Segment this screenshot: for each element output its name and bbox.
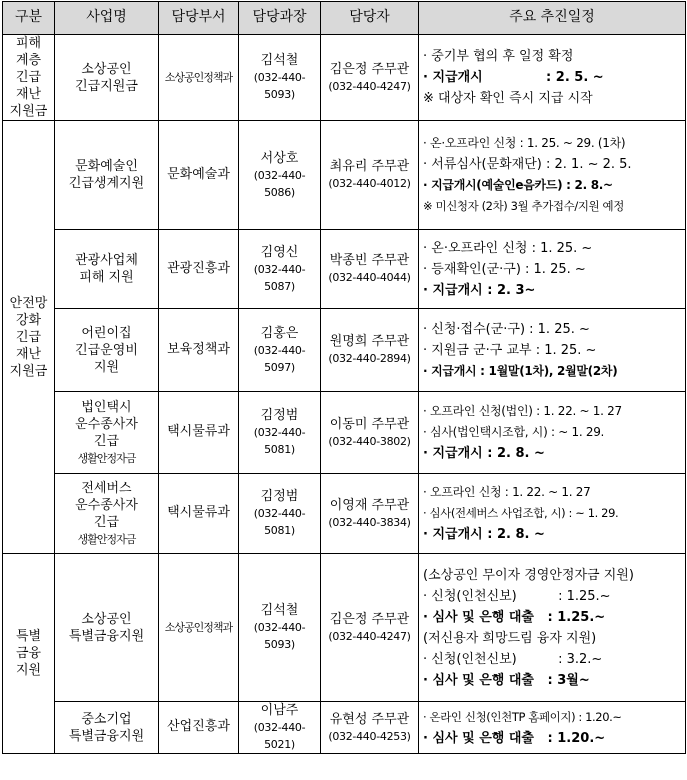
header-staff: 담당자 [321, 2, 419, 35]
schedule-line: ※ 미신청자 (2차) 3월 추가접수/지원 예정 [423, 199, 624, 213]
department-cell: 관광진흥과 [159, 230, 239, 309]
schedule-line: · 심사 및 은행 대출 : 3월~ [423, 672, 590, 688]
schedule-line: · 심사 및 은행 대출 : 1.25.~ [423, 609, 606, 625]
manager-cell: 김석철 (032-440-5093) [239, 35, 321, 121]
table-row [3, 230, 686, 309]
schedule-cell [419, 121, 686, 230]
schedule-cell [419, 309, 686, 392]
department-cell: 택시물류과 [159, 474, 239, 554]
schedule-line: · 신청(인천신보) : 3.2.~ [423, 651, 603, 667]
schedule-line: · 지급개시 : 2. 8. ~ [423, 446, 545, 461]
schedule-line: · 지급개시 : 2. 5. ~ [423, 70, 604, 85]
staff-cell: 김은정 주무관 (032-440-4247) [321, 35, 419, 121]
header-program: 사업명 [55, 2, 159, 35]
table-row [3, 702, 686, 754]
staff-cell: 김은정 주무관 (032-440-4247) [321, 554, 419, 702]
schedule-line: · 온라인 신청(인천TP 홈페이지) : 1.20.~ [423, 709, 622, 724]
schedule-line: · 오프라인 신청 : 1. 22. ~ 1. 27 [423, 485, 591, 499]
schedule-line: · 지급개시(예술인e음카드) : 2. 8.~ [423, 178, 613, 192]
header-department: 담당부서 [159, 2, 239, 35]
schedule-line: · 신청·접수(군·구) : 1. 25. ~ [423, 321, 590, 337]
table-row [3, 474, 686, 554]
staff-cell: 원명희 주무관 (032-440-2894) [321, 309, 419, 392]
category-cell: 안전망 강화 긴급 재난 지원금 [3, 121, 55, 554]
staff-cell: 이영재 주무관 (032-440-3834) [321, 474, 419, 554]
manager-cell: 이남주 (032-440-5021) [239, 702, 321, 754]
department-cell: 소상공인정책과 [159, 35, 239, 121]
department-cell: 보육정책과 [159, 309, 239, 392]
schedule-cell [419, 230, 686, 309]
program-cell: 전세버스 운수종사자 긴급 생활안정자금 [55, 474, 159, 554]
table-row [3, 309, 686, 392]
category-cell: 피해 계층 긴급 재난 지원금 [3, 35, 55, 121]
header-row [3, 2, 686, 35]
department-cell: 문화예술과 [159, 121, 239, 230]
schedule-cell [419, 702, 686, 754]
schedule-line: (소상공인 무이자 경영안정자금 지원) [423, 567, 634, 583]
schedule-line: · 온·오프라인 신청 : 1. 25. ~ [423, 240, 593, 256]
manager-cell: 김정범 (032-440-5081) [239, 474, 321, 554]
schedule-line: · 심사(법인택시조합, 시) : ~ 1. 29. [423, 425, 605, 439]
schedule-line: (저신용자 희망드림 융자 지원) [423, 630, 597, 646]
table-row [3, 554, 686, 702]
staff-cell: 최유리 주무관 (032-440-4012) [321, 121, 419, 230]
program-cell: 법인택시 운수종사자 긴급 생활안정자금 [55, 392, 159, 474]
table-row [3, 392, 686, 474]
table-row [3, 35, 686, 121]
manager-cell: 김영신 (032-440-5087) [239, 230, 321, 309]
schedule-line: · 온·오프라인 신청 : 1. 25. ~ 29. (1차) [423, 136, 626, 150]
staff-cell: 박종빈 주무관 (032-440-4044) [321, 230, 419, 309]
staff-cell: 이동미 주무관 (032-440-3802) [321, 392, 419, 474]
schedule-line: ※ 대상자 확인 즉시 지급 시작 [423, 91, 593, 106]
program-cell: 소상공인 긴급지원금 [55, 35, 159, 121]
schedule-line: · 지원금 군·구 교부 : 1. 25. ~ [423, 342, 597, 358]
schedule-line: · 심사(전세버스 사업조합, 시) : ~ 1. 29. [423, 506, 619, 520]
schedule-line: · 지급개시 : 2. 3~ [423, 282, 536, 298]
manager-cell: 김홍은 (032-440-5097) [239, 309, 321, 392]
manager-cell: 서상호 (032-440-5086) [239, 121, 321, 230]
schedule-line: · 지급개시 : 1월말(1차), 2월말(2차) [423, 363, 618, 378]
staff-cell: 유현성 주무관 (032-440-4253) [321, 702, 419, 754]
schedule-line: · 심사 및 은행 대출 : 1.20.~ [423, 730, 606, 746]
header-category: 구분 [3, 2, 55, 35]
schedule-cell [419, 554, 686, 702]
manager-cell: 김석철 (032-440-5093) [239, 554, 321, 702]
department-cell: 택시물류과 [159, 392, 239, 474]
department-cell: 소상공인정책과 [159, 554, 239, 702]
program-cell: 어린이집 긴급운영비 지원 [55, 309, 159, 392]
header-manager: 담당과장 [239, 2, 321, 35]
program-cell: 소상공인 특별금융지원 [55, 554, 159, 702]
schedule-cell [419, 35, 686, 121]
schedule-line: · 오프라인 신청(법인) : 1. 22. ~ 1. 27 [423, 404, 622, 418]
schedule-cell [419, 392, 686, 474]
category-cell: 특별 금융 지원 [3, 554, 55, 754]
schedule-line: · 지급개시 : 2. 8. ~ [423, 527, 545, 542]
schedule-line: · 신청(인천신보) : 1.25.~ [423, 588, 611, 604]
schedule-line: · 서류심사(문화재단) : 2. 1. ~ 2. 5. [423, 157, 632, 172]
schedule-line: · 등재확인(군·구) : 1. 25. ~ [423, 261, 586, 277]
program-cell: 문화예술인 긴급생계지원 [55, 121, 159, 230]
schedule-line: · 중기부 협의 후 일정 확정 [423, 49, 574, 64]
department-cell: 산업진흥과 [159, 702, 239, 754]
program-cell: 관광사업체 피해 지원 [55, 230, 159, 309]
header-schedule: 주요 추진일정 [419, 2, 686, 35]
schedule-cell [419, 474, 686, 554]
table-row [3, 121, 686, 230]
schedule-table [2, 1, 686, 754]
manager-cell: 김정범 (032-440-5081) [239, 392, 321, 474]
program-cell: 중소기업 특별금융지원 [55, 702, 159, 754]
